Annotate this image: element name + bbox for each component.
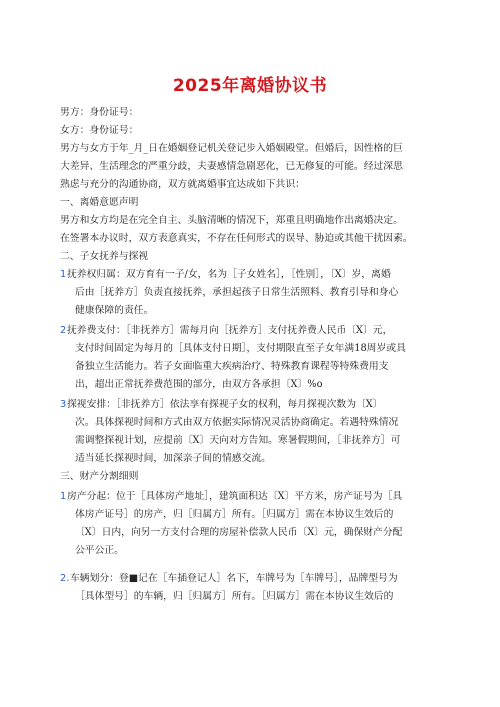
- item-number: 2.: [60, 573, 70, 584]
- male-party-line: 男方：身份证号：: [60, 107, 139, 118]
- section1-line-1: 男方和女方均是在完全自主、头脑清晰的情况下，郑重且明确地作出离婚决定。: [60, 215, 403, 226]
- property-line-1: 房产分起：位于［具体房产地址］，建筑面积达〔X〕平方米，房产证号为［具: [67, 491, 403, 502]
- support-line-3: 备独立生活能力。若子女面临重大疾病治疗、特殊教育课程等特殊费用支: [75, 361, 389, 372]
- section1-line-2: 在签署本办议时，双方表意真实，不存在任何形式的误导、胁迫或其他干扰因素。: [60, 233, 413, 244]
- section-heading-2: 二、子女抚养与探视: [60, 251, 149, 262]
- custody-line-1: 抚养权归属：双方育有一子/女，名为［子女姓名］，［性别］，〔X〕岁，离婚: [67, 269, 391, 280]
- property-line-3: 〔X〕日内，向另一方支付合理的房屋补偿款人民币〔X〕元，确保财产分配: [75, 527, 403, 538]
- item-number: 1: [60, 269, 67, 280]
- female-party-line: 女方：身份证号：: [60, 125, 139, 136]
- document-title: 2025年离婚协议书: [172, 76, 328, 96]
- intro-line-1: 男方与女方于年_月_日在婚姻登记机关登记步入婚姻殿堂。但婚后，因性格的巨: [60, 143, 403, 154]
- item-number: 3: [60, 399, 67, 410]
- visitation-line-1: 探视安排：［非抚养方］依法享有探视子女的权利，每月探视次数为〔X〕: [67, 399, 383, 410]
- item-number: 2: [60, 325, 67, 336]
- section-heading-3: 三、财产分割细则: [60, 471, 139, 482]
- visitation-line-4: 适当延长探视时间，加深亲子间的情感交流。: [75, 453, 271, 464]
- section-heading-1: 一、离婚意愿声明: [60, 197, 139, 208]
- vehicle-line-1: 车辆划分：登■记在［车插登记人］名下，车牌号为［车牌号］，品牌型号为: [70, 573, 398, 584]
- visitation-line-2: 次。具体探视时间和方式由双方依据实际情况灵活协商确定。若遇特殊情况: [75, 417, 399, 428]
- intro-line-2: 大差异、生活理念的严重分歧，夫妻感情急剧恶化，已无修复的可能。经过深思: [60, 161, 403, 172]
- item-number: 1: [60, 491, 67, 502]
- support-line-4: 出，超出正常抚养费范围的部分，由双方各承担〔X〕%o: [75, 379, 323, 390]
- support-line-1: 抚养费支付：［非抚养方］需每月向［抚养方］支付抚养费人民币〔X〕元，: [67, 325, 393, 336]
- custody-line-2: 后由［抚养方］负责直接抚养，承担起孩子日常生活照料、教育引导和身心: [75, 287, 399, 298]
- support-line-2: 支付时间固定为每月的［具体支付日期］，支付期限直至子女年满18周岁或具: [75, 343, 406, 354]
- vehicle-line-2: ［具体型号］的车辆，归［归属方］所有。［归属方］需在本协议生效后的: [75, 591, 394, 602]
- custody-line-3: 健康保障的责任。: [75, 305, 154, 316]
- property-line-4: 公平公正。: [75, 545, 124, 556]
- visitation-line-3: 需调整探视计划，应提前〔X〕天向对方告知。寒暑假期间，［非抚养方］可: [75, 435, 401, 446]
- intro-line-3: 熟虑与充分的沟通协商，双方就离婚事宜达成如下共识：: [60, 179, 305, 190]
- property-line-2: 体房产证号］的房产，归［归属方］所有。［归属方］需在本协议生效后的: [75, 509, 394, 520]
